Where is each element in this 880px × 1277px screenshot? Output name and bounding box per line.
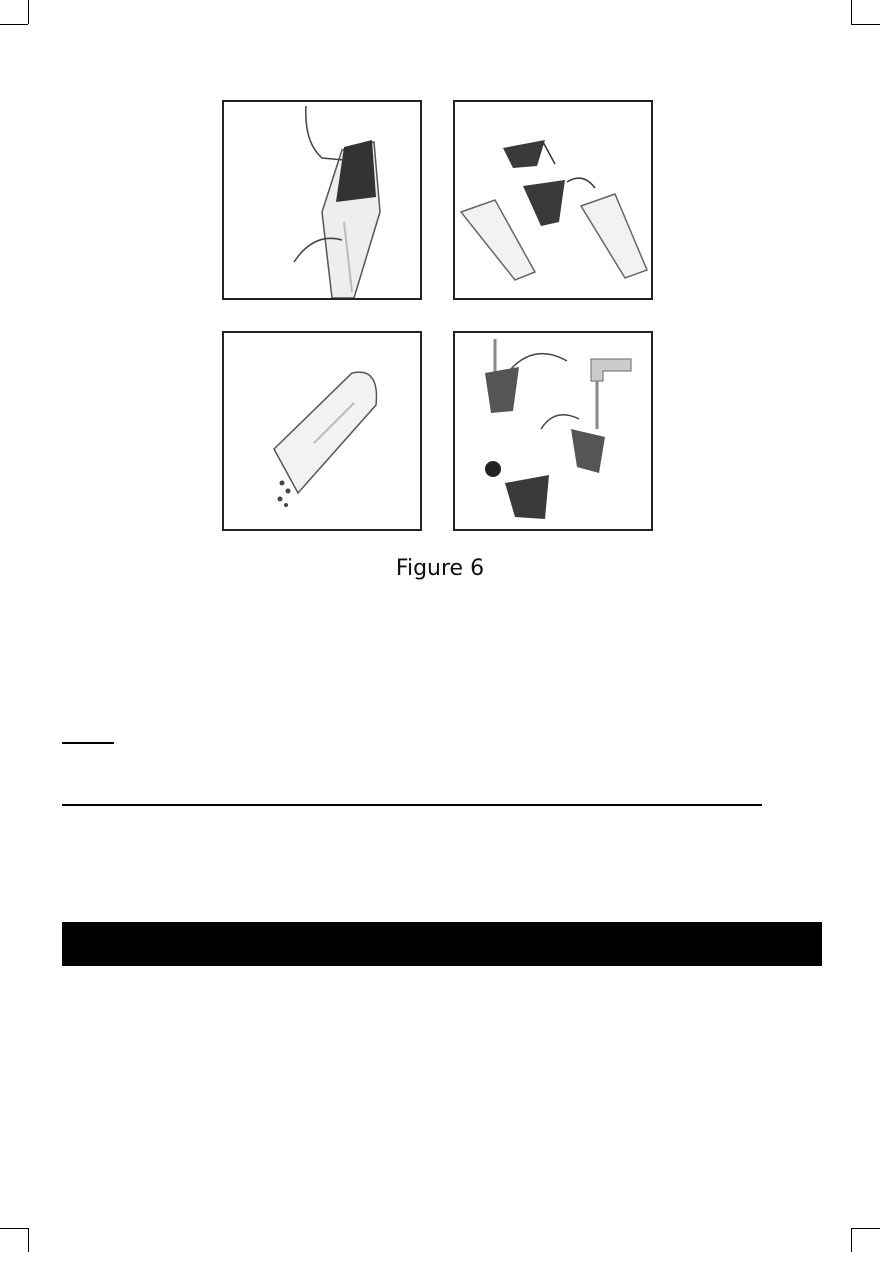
crop-mark-top-right-v	[851, 0, 852, 24]
figure-panel-1	[222, 100, 422, 300]
figure-panel-4	[453, 331, 653, 531]
crop-mark-top-right-h	[851, 24, 880, 25]
crop-mark-bottom-left-h	[0, 1228, 28, 1229]
figure-caption: Figure 6	[395, 556, 485, 581]
crop-mark-bottom-right-v	[851, 1228, 852, 1252]
note-underline	[62, 742, 114, 744]
horizontal-rule	[62, 804, 762, 806]
filter-removal-illustration	[455, 102, 651, 298]
section-header-bar	[62, 922, 822, 966]
empty-dust-bowl-illustration	[224, 333, 420, 529]
crop-mark-top-left-h	[0, 24, 28, 25]
figure-panel-3	[222, 331, 422, 531]
figure-panel-2	[453, 100, 653, 300]
crop-mark-top-left-v	[28, 0, 29, 24]
crop-mark-bottom-left-v	[28, 1228, 29, 1252]
vacuum-release-illustration	[224, 102, 420, 298]
rinse-filter-illustration	[455, 333, 651, 529]
crop-mark-bottom-right-h	[851, 1228, 880, 1229]
